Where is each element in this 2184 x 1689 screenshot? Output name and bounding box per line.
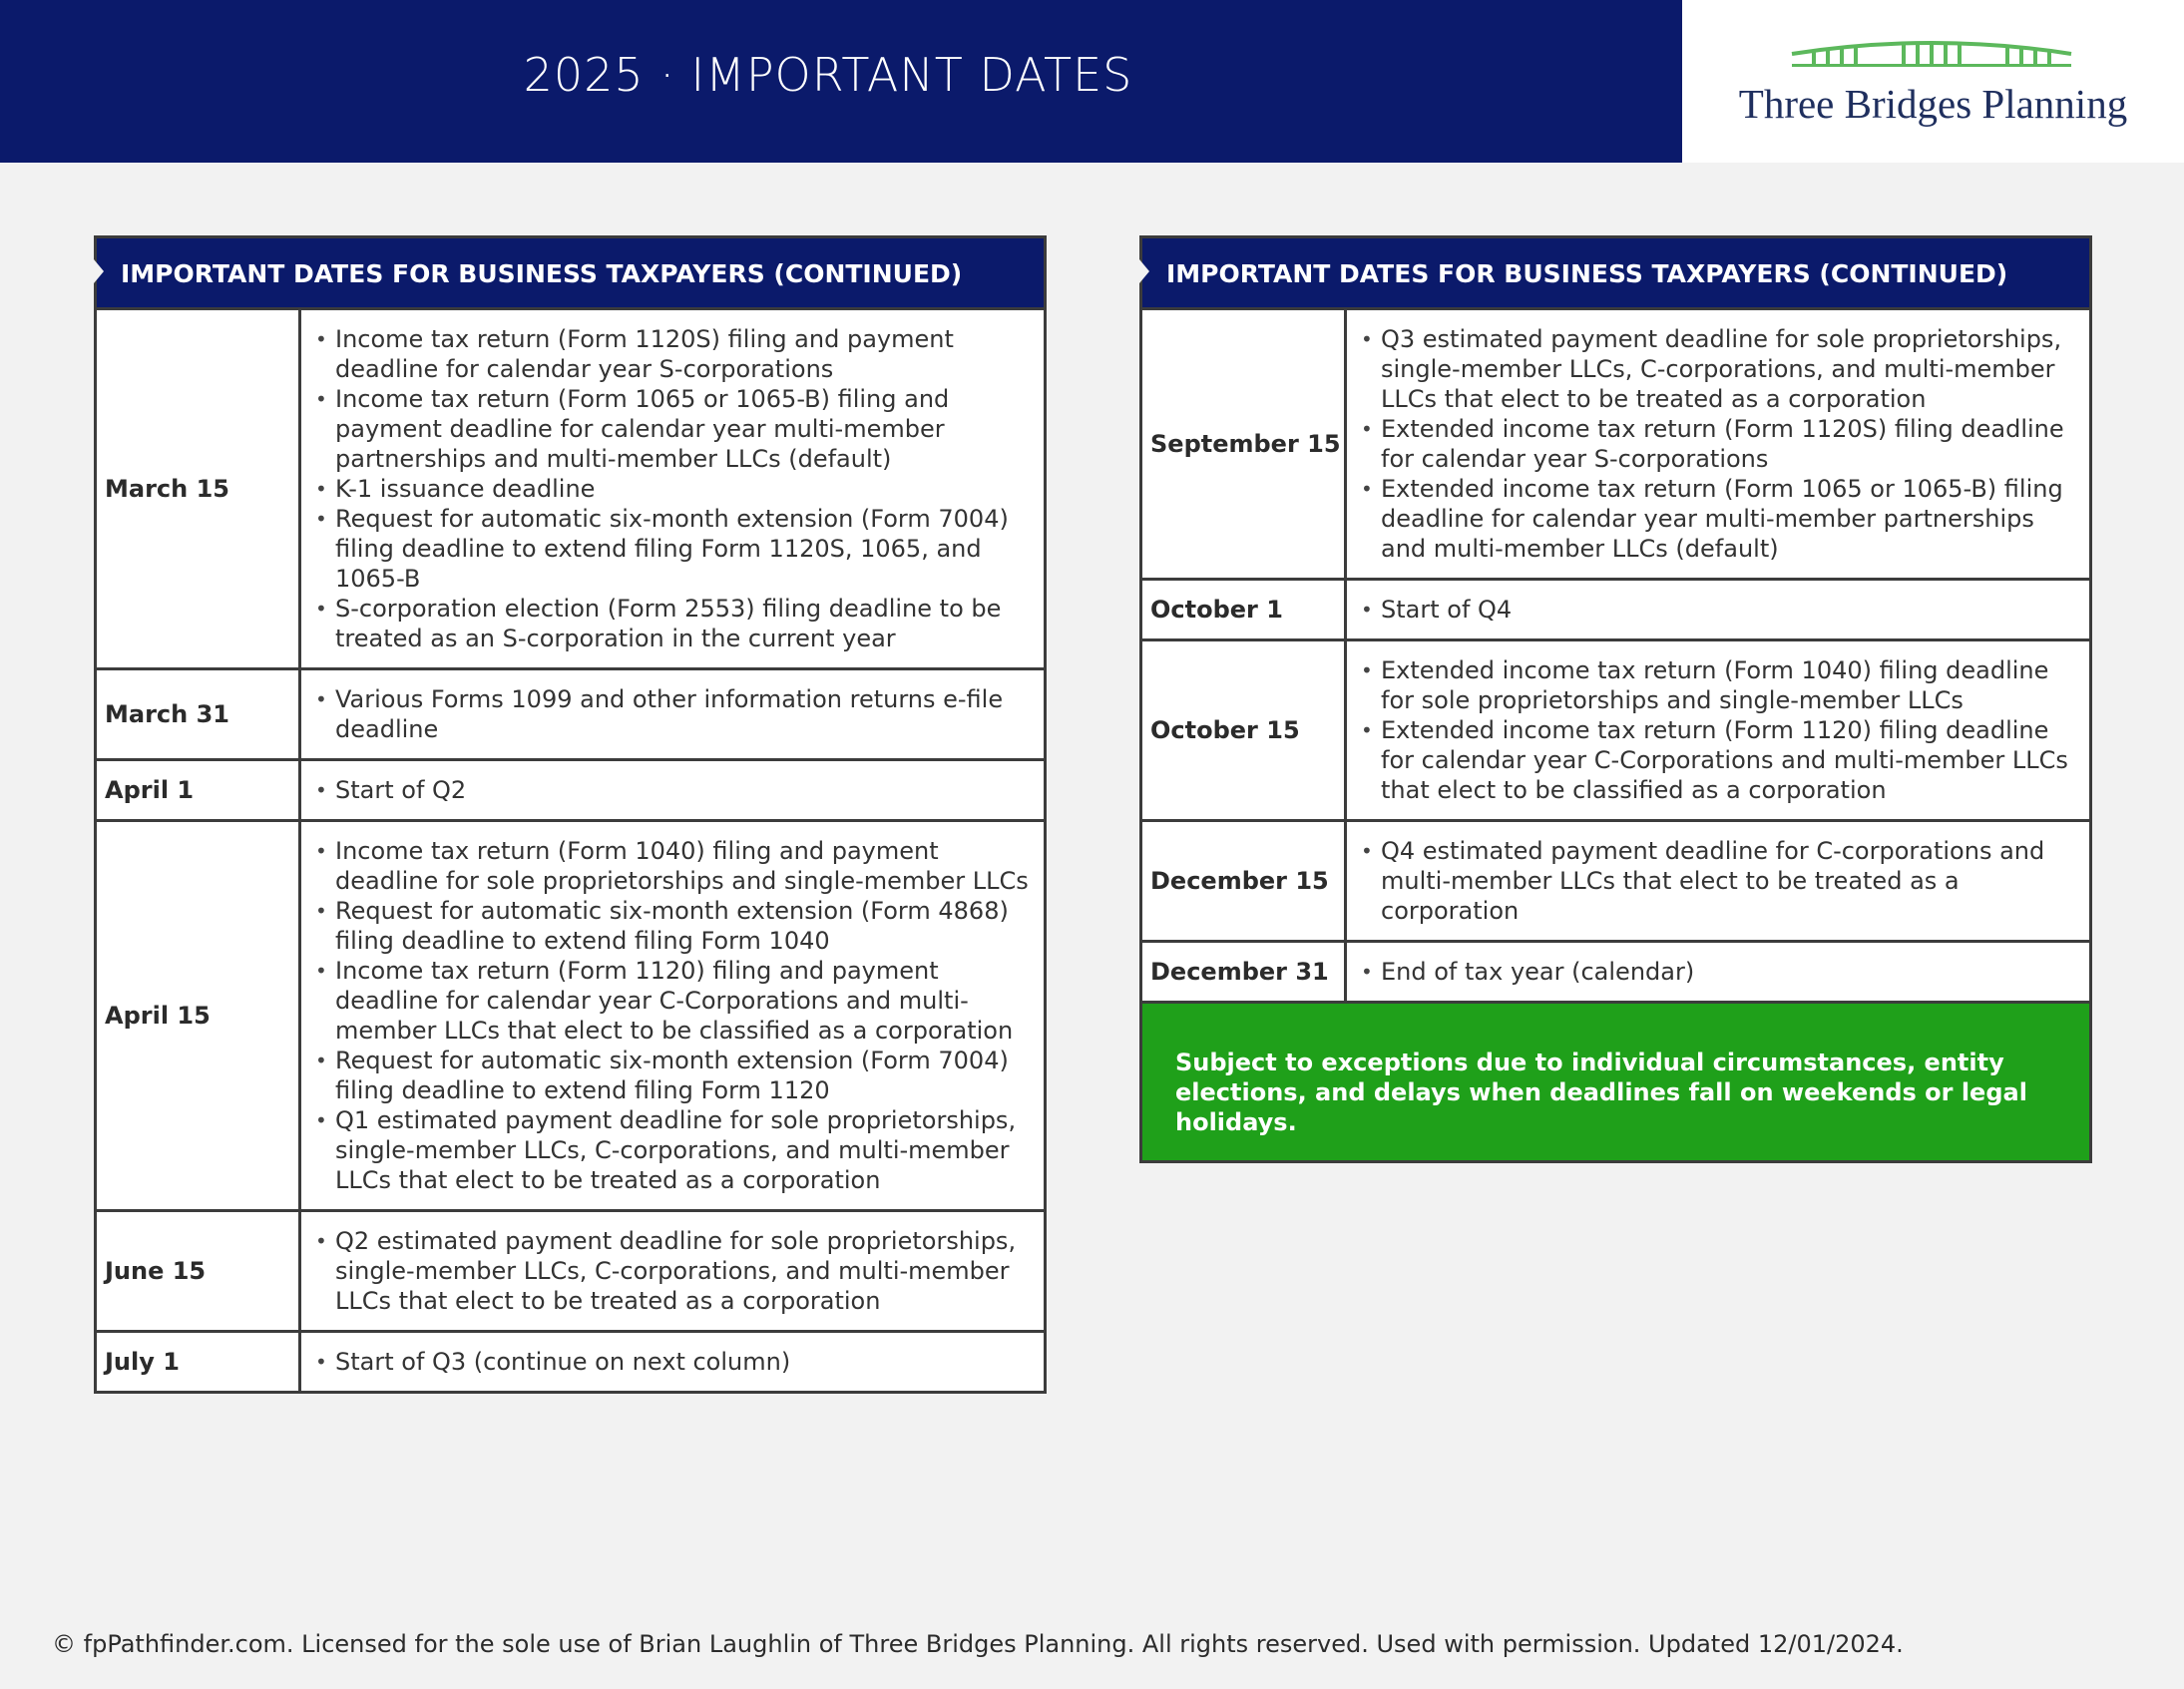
deadline-list (1359, 655, 2075, 805)
deadline-item: • Extended income tax return (Form 1120S) filing deadline for calendar year S-corporations (1359, 414, 2075, 474)
date-label: April 1 (96, 760, 300, 821)
deadline-item: • Q3 estimated payment deadline for sole proprietorships, single-member LLCs, C-corporations, and multi-member LLCs that elect to be treated as a corporation (1359, 324, 2075, 414)
header-bar (0, 0, 1682, 163)
deadline-list-cell (300, 1211, 1046, 1332)
left-dates-table (94, 307, 1047, 1394)
date-row (96, 309, 1046, 669)
deadline-item: • Request for automatic six-month extension (Form 7004) filing deadline to extend filing Form 1120 (313, 1046, 1030, 1105)
left-panel-title: IMPORTANT DATES FOR BUSINESS TAXPAYERS (CONTINUED) (121, 259, 963, 288)
deadline-list (1359, 595, 2075, 625)
header-notch (1139, 259, 1149, 283)
footer-copyright: © fpPathfinder.com. Licensed for the sole use of Brian Laughlin of Three Bridges Planning. All rights reserved. Used with permission. Updated 12/01/2024. (52, 1630, 1904, 1658)
date-row (1141, 821, 2091, 942)
date-row (1141, 309, 2091, 580)
header-notch (94, 259, 104, 283)
deadline-list (1359, 957, 2075, 987)
deadline-item: • Start of Q2 (313, 775, 1030, 805)
left-panel-header (94, 235, 1047, 307)
date-row (1141, 580, 2091, 640)
deadline-item: • Extended income tax return (Form 1120) filing deadline for calendar year C-Corporations and multi-member LLCs that elect to be classified as a corporation (1359, 715, 2075, 805)
deadline-list-cell (300, 1332, 1046, 1393)
deadline-item: • Income tax return (Form 1040) filing and payment deadline for sole proprietorships and single-member LLCs (313, 836, 1030, 896)
deadline-item: • Q2 estimated payment deadline for sole proprietorships, single-member LLCs, C-corporations, and multi-member LLCs that elect to be treated as a corporation (313, 1226, 1030, 1316)
deadline-item: • Income tax return (Form 1120S) filing and payment deadline for calendar year S-corporations (313, 324, 1030, 384)
date-label: April 15 (96, 821, 300, 1211)
deadline-item: • Start of Q4 (1359, 595, 2075, 625)
deadline-list-cell (1346, 821, 2091, 942)
deadline-item: • Extended income tax return (Form 1065 or 1065-B) filing deadline for calendar year multi-member partnerships and multi-member LLCs (default) (1359, 474, 2075, 564)
deadline-item: • S-corporation election (Form 2553) filing deadline to be treated as an S-corporation in the current year (313, 594, 1030, 653)
deadline-list (313, 836, 1030, 1195)
deadline-item: • Income tax return (Form 1120) filing and payment deadline for calendar year C-Corporations and multi-member LLCs that elect to be classified as a corporation (313, 956, 1030, 1046)
brand-logo (1682, 0, 2184, 163)
deadline-item: • End of tax year (calendar) (1359, 957, 2075, 987)
deadline-list-cell (300, 821, 1046, 1211)
date-row (96, 760, 1046, 821)
deadline-item: • Request for automatic six-month extension (Form 7004) filing deadline to extend filing Form 1120S, 1065, and 1065-B (313, 504, 1030, 594)
deadline-item: • Various Forms 1099 and other information returns e-file deadline (313, 684, 1030, 744)
deadline-item: • Extended income tax return (Form 1040) filing deadline for sole proprietorships and single-member LLCs (1359, 655, 2075, 715)
date-row (96, 669, 1046, 760)
date-row (96, 821, 1046, 1211)
deadline-list-cell (300, 669, 1046, 760)
date-row (96, 1211, 1046, 1332)
deadline-item: • Request for automatic six-month extension (Form 4868) filing deadline to extend filing Form 1040 (313, 896, 1030, 956)
deadline-item: • K-1 issuance deadline (313, 474, 1030, 504)
deadline-list (313, 1347, 1030, 1377)
date-label: December 31 (1141, 942, 1346, 1003)
deadline-item: • Q1 estimated payment deadline for sole proprietorships, single-member LLCs, C-corporations, and multi-member LLCs that elect to be treated as a corporation (313, 1105, 1030, 1195)
deadline-list (313, 324, 1030, 653)
deadline-list-cell (300, 309, 1046, 669)
date-label: March 15 (96, 309, 300, 669)
right-dates-table (1139, 307, 2092, 1004)
brand-name: Three Bridges Planning (1738, 81, 2128, 127)
deadline-list (1359, 324, 2075, 564)
deadline-list-cell (1346, 640, 2091, 821)
deadline-list-cell (1346, 580, 2091, 640)
deadline-list (313, 775, 1030, 805)
date-label: July 1 (96, 1332, 300, 1393)
page-title: 2025 · IMPORTANT DATES (523, 48, 1133, 102)
date-label: September 15 (1141, 309, 1346, 580)
date-row (96, 1332, 1046, 1393)
deadline-list (313, 684, 1030, 744)
date-row (1141, 942, 2091, 1003)
deadline-list (1359, 836, 2075, 926)
deadline-list-cell (1346, 309, 2091, 580)
date-label: December 15 (1141, 821, 1346, 942)
right-panel (1139, 235, 2092, 1163)
disclaimer-note: Subject to exceptions due to individual circumstances, entity elections, and delays when deadlines fall on weekends or legal holidays. (1139, 1004, 2092, 1163)
deadline-item: • Income tax return (Form 1065 or 1065-B) filing and payment deadline for calendar year multi-member partnerships and multi-member LLCs (default) (313, 384, 1030, 474)
deadline-list (313, 1226, 1030, 1316)
bridge-logo-icon (1782, 36, 2081, 76)
deadline-list-cell (1346, 942, 2091, 1003)
date-label: October 15 (1141, 640, 1346, 821)
left-panel (94, 235, 1047, 1394)
date-label: June 15 (96, 1211, 300, 1332)
date-label: March 31 (96, 669, 300, 760)
deadline-item: • Start of Q3 (continue on next column) (313, 1347, 1030, 1377)
date-label: October 1 (1141, 580, 1346, 640)
date-row (1141, 640, 2091, 821)
deadline-item: • Q4 estimated payment deadline for C-corporations and multi-member LLCs that elect to be treated as a corporation (1359, 836, 2075, 926)
right-panel-title: IMPORTANT DATES FOR BUSINESS TAXPAYERS (CONTINUED) (1166, 259, 2008, 288)
deadline-list-cell (300, 760, 1046, 821)
right-panel-header (1139, 235, 2092, 307)
